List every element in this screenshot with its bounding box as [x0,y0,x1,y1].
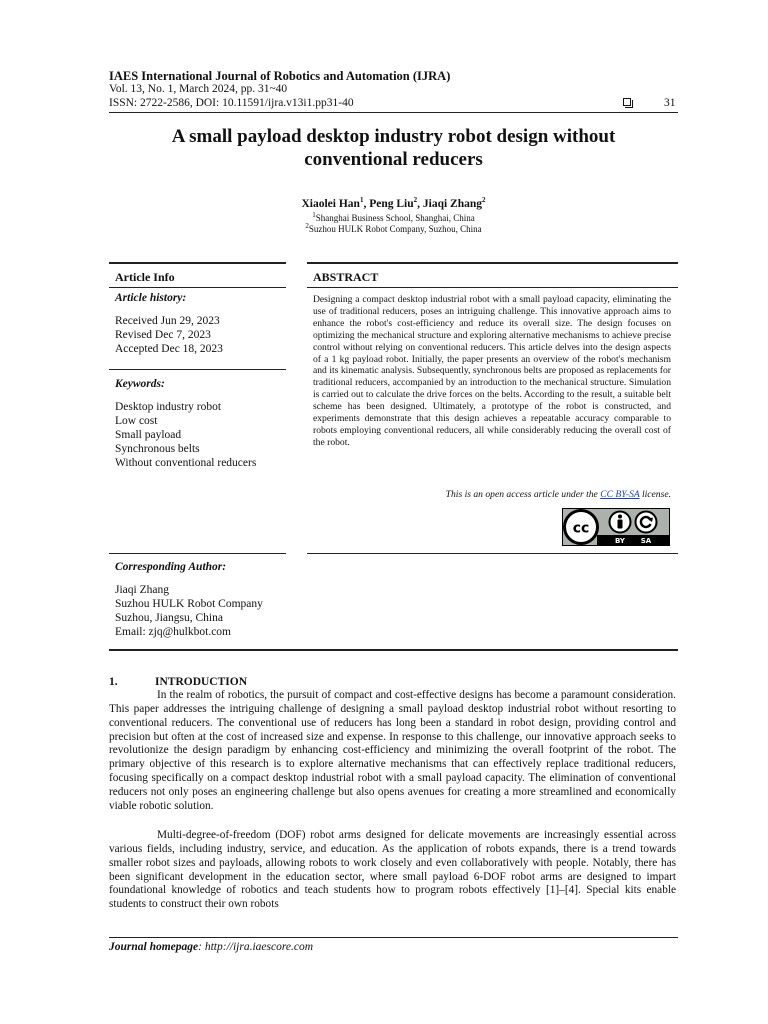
keyword-item: Without conventional reducers [115,457,257,469]
history-item: Received Jun 29, 2023 [115,315,220,327]
keywords-heading: Keywords: [115,378,165,390]
corresponding-line: Jiaqi Zhang [115,584,169,596]
author-list [109,196,678,210]
abstract-heading: ABSTRACT [313,270,379,284]
affiliation-text: Suzhou HULK Robot Company, Suzhou, China [308,224,482,234]
history-item: Accepted Dec 18, 2023 [115,343,223,355]
article-info-heading: Article Info [115,270,175,284]
keyword-item: Synchronous belts [115,443,200,455]
cc-by-label: BY [614,537,626,545]
abstract-divider [307,287,678,288]
journal-issn: ISSN: 2722-2586, DOI: 10.11591/ijra.v13i1.pp31-40 [109,97,354,109]
section-number: 1. [109,676,118,688]
author-sup: 2 [482,196,486,204]
abstract-text: Designing a compact desktop industrial robot with a small payload capacity, eliminating the use of traditional reducers, poses an intriguing challenge. This innovative approach aims to enhance the robot's cost-efficiency and reduce its overall size. The design focuses on optimizing the mechanical structure and exploring alternative mechanisms to achieve precise control without relying on conventional reducers. This article delves into the design aspects of a 1 kg payload robot. Initially, the paper presents an overview of the robot's mechanism and its kinematic analysis. Subsequently, synchronous belts are proposed as replacements for traditional reducers, accompanied by an introduction to the mechanical structure. Simulation is carried out to calculate the drive forces on the belts. According to the result, a suitable belt scheme has been designed. Ultimately, a prototype of the robot is constructed, and experiments demonstrate that this design achieves a repeatable accuracy comparable to robots employing conventional reducers, all while considerably reducing the overall cost of the robot. [313,294,671,448]
author-sup: 2 [413,196,418,204]
header-divider [109,112,678,113]
intro-paragraph-2-text: Multi-degree-of-freedom (DOF) robot arms designed for delicate movements are increasingly essential across various fields, including industry, service, and education. As the application of robots expands, there is a trend towards smaller robot sizes and payloads, allowing robots to work closely and even collaboratively with people. Notably, there has been significant development in the education sector, where small payload 6-DOF robot arms are designed to impart foundational knowledge of robotics and teach students how to program robots effectively [1]–[4]. Special kits enable students to construct their own robots [109,829,676,911]
journal-homepage-link[interactable]: http://ijra.iaescore.com [204,941,314,953]
cc-license-badge[interactable] [562,508,670,546]
affiliation-text: Shanghai Business School, Shanghai, China [315,213,475,223]
footer-label: Journal homepage [109,941,199,953]
title-line-2: conventional reducers [304,149,483,170]
abstract-top-rule [307,262,678,264]
keywords-divider [109,369,286,370]
history-heading: Article history: [115,292,187,304]
corresponding-details [115,583,263,639]
copy-box-icon [623,98,631,106]
oa-prefix: This is an open access article under the [445,489,601,500]
title-line-1: A small payload desktop industry robot design without [171,126,616,147]
author-sep: , [417,197,423,210]
history-item: Revised Dec 7, 2023 [115,329,211,341]
svg-text:cc: cc [572,520,590,537]
journal-name: IAES International Journal of Robotics and Automation (IJRA) [109,69,451,83]
affiliation-sup: 2 [305,222,309,230]
cc-by-sa-link[interactable]: CC BY-SA [600,489,640,500]
oa-suffix: license. [639,489,671,500]
corresponding-heading: Corresponding Author: [115,561,227,573]
article-info-divider [109,287,286,288]
sa-share-icon [636,512,657,533]
footer-rule [109,937,678,938]
article-info-top-rule [109,262,286,264]
corresponding-top-rule [109,553,286,554]
corresponding-line: Suzhou HULK Robot Company [115,598,263,610]
intro-paragraph [109,829,676,912]
paper-title [109,125,678,171]
author-name: Peng Liu [369,197,414,210]
cc-sa-label: SA [640,537,652,545]
cc-icon [565,511,598,544]
author-sep: , [363,197,370,210]
affiliation [109,222,678,234]
history-list [115,314,223,356]
author-name: Xiaolei Han [301,197,360,210]
keyword-list [115,400,256,470]
author-sup: 1 [359,196,364,204]
affiliation-sup: 1 [312,211,316,219]
page-number: 31 [664,97,676,109]
corresponding-line: Suzhou, Jiangsu, China [115,612,223,624]
keyword-item: Low cost [115,415,158,427]
journal-volume: Vol. 13, No. 1, March 2024, pp. 31~40 [109,83,288,95]
front-matter-bottom-rule [109,649,678,651]
keyword-item: Desktop industry robot [115,401,222,413]
keyword-item: Small payload [115,429,182,441]
corresponding-line: Email: zjq@hulkbot.com [115,626,231,638]
intro-paragraph [109,689,676,814]
open-access-note [313,489,671,500]
abstract-bottom-rule [307,553,678,554]
journal-homepage: Journal homepage: http://ijra.iaescore.com [109,941,314,953]
intro-heading [109,676,247,688]
author-name: Jiaqi Zhang [422,197,482,210]
section-title: INTRODUCTION [155,676,248,688]
intro-paragraph-1-text: In the realm of robotics, the pursuit of compact and cost-effective designs has become a paramount consideration. This paper addresses the intriguing challenge of designing a small payload desktop industrial robot without resorting to conventional reducers. The conventional use of reducers has long been a standard in robot design, providing control and precision but often at the cost of increased size and expense. In response to this challenge, our innovative approach seeks to revolutionize the design paradigm by enhancing cost-efficiency and minimizing the overall footprint of the robot. The primary objective of this research is to explore alternative mechanisms that can effectively replace traditional reducers, focusing specifically on a compact desktop industrial robot with a small payload capacity. The elimination of conventional reducers not only poses an engineering challenge but also opens avenues for creating a more streamlined and economically viable robotic solution. [109,689,676,812]
by-person-icon [610,512,631,533]
